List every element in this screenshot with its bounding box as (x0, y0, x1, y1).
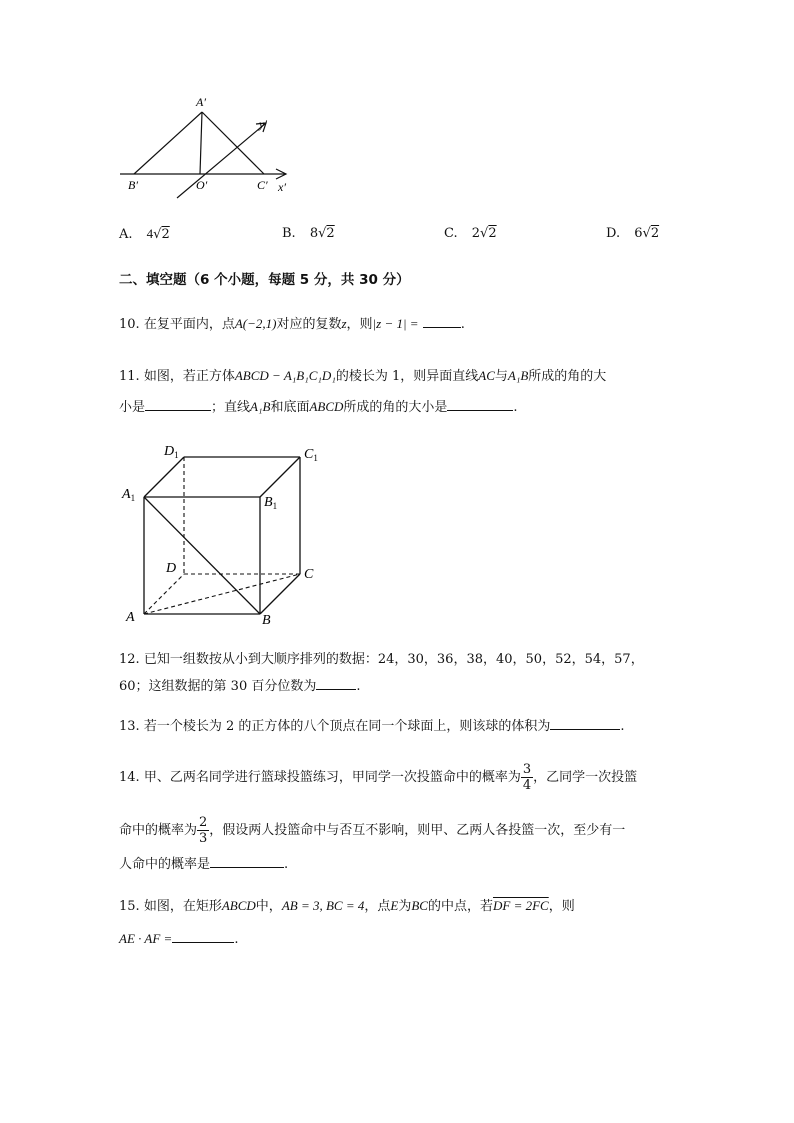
label-o-prime: O′ (196, 178, 208, 192)
sqrt-icon: √ (642, 226, 651, 241)
question-12-line-2 (119, 677, 361, 697)
label-y-prime: y′ (259, 117, 267, 131)
q15-cond: AB = 3, BC = 4 (281, 898, 365, 913)
q10-mid: 对应的复数 (276, 317, 342, 332)
q10-expr: |z − 1| = (372, 316, 419, 331)
diagonal-a-c (144, 574, 300, 614)
question-10 (119, 314, 465, 335)
q11-answer-blank-1[interactable] (145, 398, 211, 411)
q11-text-2b: ；直线 (211, 400, 251, 415)
q13-end: . (620, 719, 625, 734)
label-x-prime: x′ (278, 180, 286, 194)
option-a-rad: 2 (161, 227, 170, 242)
question-15-line-2 (119, 929, 238, 950)
q15-text-1d: 的中点，若 (427, 899, 493, 914)
q15-number: 15. (119, 899, 140, 914)
sqrt-icon: √ (318, 226, 327, 241)
q11-text-c: 所成的角的大 (528, 369, 607, 384)
q12-number: 12. (119, 652, 140, 667)
q15-answer-blank[interactable] (172, 930, 234, 943)
q13-answer-blank[interactable] (550, 717, 620, 730)
q13-text: 若一个棱长为 2 的正方体的八个顶点在同一个球面上，则该球的体积为 (143, 719, 551, 734)
option-c-coef: 2 (471, 226, 481, 241)
option-a[interactable] (119, 226, 170, 242)
q12-text-2: 60；这组数据的第 30 百分位数为 (119, 679, 317, 694)
edge-a-c (202, 112, 264, 174)
sqrt-icon: √ (153, 227, 162, 242)
q11-text-a: 如图，若正方体 (143, 369, 235, 384)
option-c-rad: 2 (488, 226, 497, 241)
q11-and: 与 (494, 369, 508, 384)
label-c: C (304, 567, 314, 582)
q10-z: z (341, 316, 347, 331)
edge-a-o (200, 112, 202, 174)
q11-text-2c: 和底面 (270, 400, 310, 415)
edge-b1-c1 (260, 457, 300, 497)
label-b: B (262, 613, 271, 628)
q14-text-1a: 甲、乙两名同学进行篮球投篮练习，甲同学一次投篮命中的概率为 (143, 770, 521, 785)
label-a: A (126, 610, 135, 625)
question-12-line-1 (119, 650, 644, 670)
option-d[interactable] (606, 226, 659, 241)
q15-end: . (234, 932, 239, 947)
question-14-line-3 (119, 855, 288, 875)
section-heading: 二、填空题（6 个小题，每题 5 分，共 30 分） (119, 272, 410, 288)
q14-end: . (284, 857, 289, 872)
option-b-rad: 2 (326, 226, 335, 241)
q10-then: ，则 (346, 317, 373, 332)
q15-dot-product: AE · AF = (119, 931, 173, 946)
q10-answer-blank[interactable] (423, 315, 461, 328)
q15-abcd: ABCD (221, 898, 256, 913)
q15-e: E (390, 898, 399, 913)
q11-number: 11. (119, 369, 140, 384)
q11-abcd: ABCD (309, 399, 344, 414)
option-b-coef: 8 (309, 226, 319, 241)
label-c-prime: C′ (257, 178, 268, 192)
q15-text-1a: 如图，在矩形 (143, 899, 222, 914)
option-c-letter: C. (444, 226, 458, 241)
q15-text-1e: ，则 (548, 899, 575, 914)
q12-end: . (356, 679, 361, 694)
q10-point: A(−2,1) (234, 316, 277, 331)
label-b-prime: B′ (128, 178, 138, 192)
q14-f1-num: 3 (522, 762, 532, 777)
option-c[interactable] (444, 226, 497, 241)
q11-text-2d: 所成的角的大小是 (343, 400, 448, 415)
question-11-line-1 (119, 366, 606, 387)
option-b-letter: B. (282, 226, 296, 241)
label-b1: $B_1$ (264, 495, 278, 511)
q10-pre: 在复平面内，点 (143, 317, 235, 332)
edge-b-a (134, 112, 202, 174)
question-14-line-2 (119, 815, 625, 846)
q11-text-2a: 小是 (119, 400, 146, 415)
q14-number: 14. (119, 770, 140, 785)
option-b[interactable] (282, 226, 335, 241)
q14-text-1b: ，乙同学一次投篮 (533, 770, 638, 785)
q11-a1b: A₁B (507, 368, 529, 383)
q11-cube: ABCD − A₁B₁C₁D₁ (234, 368, 336, 383)
q15-mid: 中， (255, 899, 282, 914)
q15-text-1c: 为 (398, 899, 412, 914)
oblique-triangle-figure (110, 90, 310, 210)
q11-answer-blank-2[interactable] (447, 398, 513, 411)
q12-text-1: 已知一组数按从小到大顺序排列的数据：24，30，36，38，40，50，52，54，57， (143, 652, 644, 667)
label-c1: $C_1$ (304, 447, 318, 463)
cube-figure (118, 438, 328, 628)
q15-vector-condition: DF = 2FC (492, 898, 549, 913)
q14-f1-den: 4 (522, 778, 532, 793)
edge-a1-d1 (144, 457, 184, 497)
question-11-line-2 (119, 397, 518, 418)
q11-ac: AC (478, 368, 495, 383)
q11-text-b: 的棱长为 1，则异面直线 (335, 369, 479, 384)
edge-a-d (144, 574, 184, 614)
q14-fraction-1 (521, 762, 533, 793)
option-d-rad: 2 (650, 226, 660, 241)
option-d-letter: D. (606, 226, 621, 241)
q15-bc: BC (411, 898, 428, 913)
question-13 (119, 717, 625, 737)
q14-fraction-2 (197, 815, 209, 846)
q11-end: . (513, 400, 518, 415)
q14-f2-den: 3 (199, 831, 208, 846)
q12-answer-blank[interactable] (316, 677, 356, 690)
q14-text-2a: 命中的概率为 (119, 823, 198, 838)
q14-f2-num: 2 (199, 815, 208, 830)
sqrt-icon: √ (480, 226, 489, 241)
y-axis-line (177, 123, 266, 198)
question-15-line-1 (119, 896, 575, 917)
question-14-line-1 (119, 762, 637, 793)
option-a-letter: A. (119, 227, 133, 242)
q14-answer-blank[interactable] (210, 855, 284, 868)
q10-end: . (460, 317, 465, 332)
q13-number: 13. (119, 719, 140, 734)
q15-text-1b: ，点 (364, 899, 391, 914)
q14-text-3: 人命中的概率是 (119, 857, 211, 872)
label-d1: $D_1$ (164, 444, 179, 460)
q11-a1b-2: A₁B (250, 399, 271, 414)
option-a-coef: 4 (146, 226, 154, 241)
label-a1: $A_1$ (122, 487, 136, 503)
edge-b-c (260, 574, 300, 614)
label-d: D (166, 561, 177, 576)
q10-number: 10. (119, 317, 140, 332)
q14-text-2b: ，假设两人投篮命中与否互不影响，则甲、乙两人各投篮一次，至少有一 (209, 823, 626, 838)
option-d-coef: 6 (634, 226, 643, 241)
label-a-prime: A′ (196, 95, 206, 109)
